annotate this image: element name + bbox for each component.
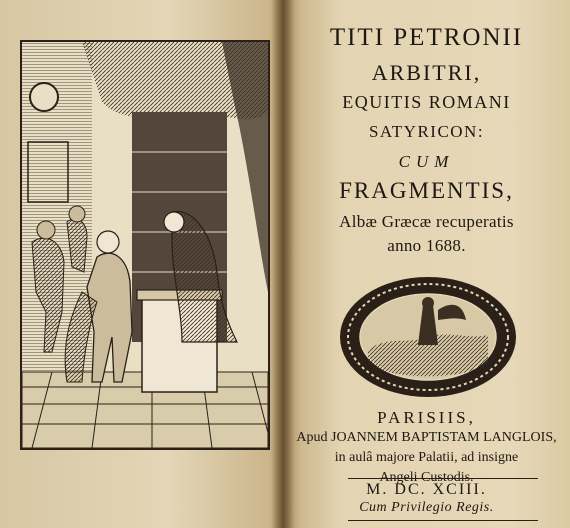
title-line-8: anno 1688.	[387, 236, 466, 255]
bottom-rule	[348, 520, 538, 521]
title-line-3: EQUITIS ROMANI	[342, 92, 511, 112]
frontispiece-engraving	[20, 40, 270, 450]
title-line-6: FRAGMENTIS,	[339, 178, 514, 203]
title-line-4: SATYRICON:	[368, 122, 485, 141]
title-line-7: Albæ Græcæ recuperatis	[339, 212, 514, 231]
frontispiece-illustration	[22, 42, 268, 448]
title-line-1: TITI PETRONII	[329, 24, 524, 51]
imprint-year: M. DC. XCIII.	[366, 481, 487, 498]
left-page	[0, 0, 283, 528]
title-line-5: CUM	[398, 152, 455, 171]
title-line-2: ARBITRI,	[371, 60, 482, 85]
oval-vignette-icon	[338, 275, 518, 400]
imprint-line-2: in aulâ majore Palatii, ad insigne	[334, 450, 519, 465]
imprint-line-1: Apud JOANNEM BAPTISTAM LANGLOIS,	[296, 430, 557, 445]
top-rule	[348, 478, 538, 479]
imprint-privilege: Cum Privilegio Regis.	[359, 500, 494, 515]
imprint-line-3: Angeli Custodis.	[379, 470, 474, 485]
title-page	[283, 0, 570, 528]
imprint-city: PARISIIS,	[377, 408, 476, 427]
